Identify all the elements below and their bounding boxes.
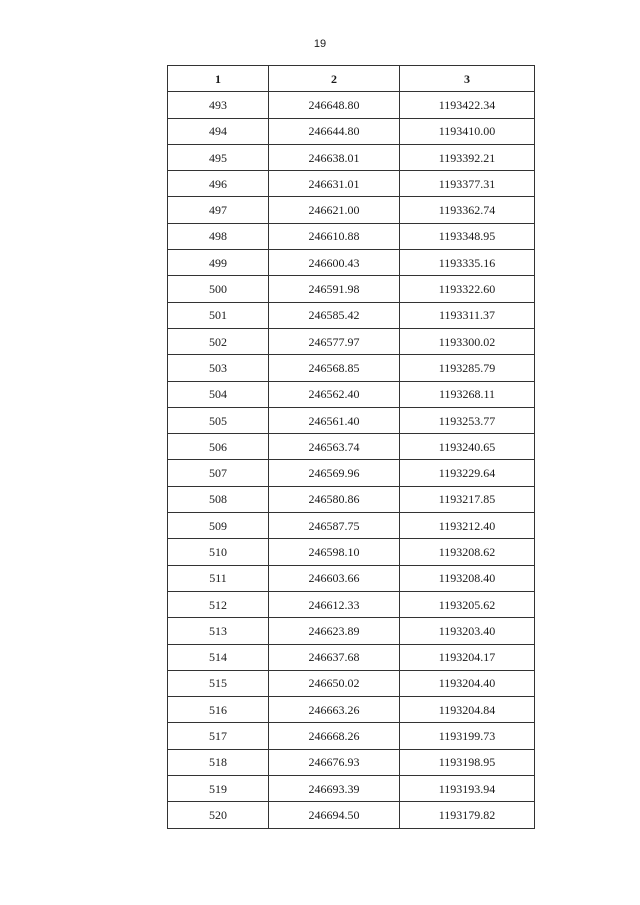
table-row — [168, 381, 535, 407]
table-row — [168, 565, 535, 591]
y-coordinate-cell: 1193199.73 — [400, 723, 535, 749]
x-coordinate-cell: 246610.88 — [269, 223, 400, 249]
y-coordinate-cell: 1193240.65 — [400, 434, 535, 460]
point-number-cell: 505 — [168, 407, 269, 433]
table-row — [168, 171, 535, 197]
point-number-cell: 496 — [168, 171, 269, 197]
x-coordinate-cell: 246563.74 — [269, 434, 400, 460]
y-coordinate-cell: 1193198.95 — [400, 749, 535, 775]
y-coordinate-cell: 1193204.17 — [400, 644, 535, 670]
y-coordinate-cell: 1193208.40 — [400, 565, 535, 591]
y-coordinate-cell: 1193377.31 — [400, 171, 535, 197]
y-coordinate-cell: 1193348.95 — [400, 223, 535, 249]
y-coordinate-cell: 1193268.11 — [400, 381, 535, 407]
y-coordinate-cell: 1193253.77 — [400, 407, 535, 433]
point-number-cell: 516 — [168, 697, 269, 723]
point-number-cell: 509 — [168, 513, 269, 539]
table-row — [168, 723, 535, 749]
table-row — [168, 197, 535, 223]
x-coordinate-cell: 246648.80 — [269, 92, 400, 118]
x-coordinate-cell: 246638.01 — [269, 144, 400, 170]
table-row — [168, 302, 535, 328]
page-number: 19 — [313, 38, 327, 50]
point-number-cell: 499 — [168, 250, 269, 276]
x-coordinate-cell: 246693.39 — [269, 776, 400, 802]
table-row — [168, 460, 535, 486]
table-row — [168, 328, 535, 354]
x-coordinate-cell: 246694.50 — [269, 802, 400, 828]
x-coordinate-cell: 246637.68 — [269, 644, 400, 670]
x-coordinate-cell: 246603.66 — [269, 565, 400, 591]
coordinates-table — [167, 65, 535, 829]
y-coordinate-cell: 1193410.00 — [400, 118, 535, 144]
table-row — [168, 618, 535, 644]
point-number-cell: 497 — [168, 197, 269, 223]
x-coordinate-cell: 246676.93 — [269, 749, 400, 775]
y-coordinate-cell: 1193322.60 — [400, 276, 535, 302]
y-coordinate-cell: 1193205.62 — [400, 591, 535, 617]
x-coordinate-cell: 246561.40 — [269, 407, 400, 433]
table-row — [168, 118, 535, 144]
y-coordinate-cell: 1193203.40 — [400, 618, 535, 644]
y-coordinate-cell: 1193335.16 — [400, 250, 535, 276]
x-coordinate-cell: 246580.86 — [269, 486, 400, 512]
point-number-cell: 519 — [168, 776, 269, 802]
table-row — [168, 802, 535, 828]
x-coordinate-cell: 246621.00 — [269, 197, 400, 223]
table-row — [168, 250, 535, 276]
point-number-cell: 507 — [168, 460, 269, 486]
point-number-cell: 502 — [168, 328, 269, 354]
y-coordinate-cell: 1193300.02 — [400, 328, 535, 354]
point-number-cell: 518 — [168, 749, 269, 775]
point-number-cell: 493 — [168, 92, 269, 118]
x-coordinate-cell: 246598.10 — [269, 539, 400, 565]
x-coordinate-cell: 246631.01 — [269, 171, 400, 197]
table-row — [168, 407, 535, 433]
point-number-cell: 512 — [168, 591, 269, 617]
point-number-cell: 503 — [168, 355, 269, 381]
x-coordinate-cell: 246568.85 — [269, 355, 400, 381]
table-row — [168, 644, 535, 670]
column-header-2: 2 — [269, 66, 400, 92]
point-number-cell: 494 — [168, 118, 269, 144]
y-coordinate-cell: 1193392.21 — [400, 144, 535, 170]
table-row — [168, 749, 535, 775]
table-row — [168, 486, 535, 512]
y-coordinate-cell: 1193204.84 — [400, 697, 535, 723]
y-coordinate-cell: 1193285.79 — [400, 355, 535, 381]
y-coordinate-cell: 1193179.82 — [400, 802, 535, 828]
table-row — [168, 513, 535, 539]
y-coordinate-cell: 1193193.94 — [400, 776, 535, 802]
point-number-cell: 501 — [168, 302, 269, 328]
y-coordinate-cell: 1193204.40 — [400, 670, 535, 696]
x-coordinate-cell: 246591.98 — [269, 276, 400, 302]
table-row — [168, 223, 535, 249]
table-row — [168, 697, 535, 723]
x-coordinate-cell: 246663.26 — [269, 697, 400, 723]
point-number-cell: 508 — [168, 486, 269, 512]
table-row — [168, 539, 535, 565]
point-number-cell: 514 — [168, 644, 269, 670]
column-header-1: 1 — [168, 66, 269, 92]
point-number-cell: 515 — [168, 670, 269, 696]
table-row — [168, 144, 535, 170]
point-number-cell: 504 — [168, 381, 269, 407]
point-number-cell: 517 — [168, 723, 269, 749]
table-row — [168, 92, 535, 118]
column-header-3: 3 — [400, 66, 535, 92]
y-coordinate-cell: 1193217.85 — [400, 486, 535, 512]
y-coordinate-cell: 1193208.62 — [400, 539, 535, 565]
x-coordinate-cell: 246562.40 — [269, 381, 400, 407]
point-number-cell: 510 — [168, 539, 269, 565]
x-coordinate-cell: 246569.96 — [269, 460, 400, 486]
point-number-cell: 500 — [168, 276, 269, 302]
x-coordinate-cell: 246623.89 — [269, 618, 400, 644]
point-number-cell: 506 — [168, 434, 269, 460]
y-coordinate-cell: 1193311.37 — [400, 302, 535, 328]
point-number-cell: 520 — [168, 802, 269, 828]
y-coordinate-cell: 1193362.74 — [400, 197, 535, 223]
table-header-row — [168, 66, 535, 92]
table-row — [168, 776, 535, 802]
table-row — [168, 355, 535, 381]
point-number-cell: 498 — [168, 223, 269, 249]
x-coordinate-cell: 246600.43 — [269, 250, 400, 276]
point-number-cell: 495 — [168, 144, 269, 170]
y-coordinate-cell: 1193212.40 — [400, 513, 535, 539]
x-coordinate-cell: 246612.33 — [269, 591, 400, 617]
point-number-cell: 511 — [168, 565, 269, 591]
point-number-cell: 513 — [168, 618, 269, 644]
table-row — [168, 591, 535, 617]
x-coordinate-cell: 246650.02 — [269, 670, 400, 696]
y-coordinate-cell: 1193229.64 — [400, 460, 535, 486]
table-row — [168, 434, 535, 460]
x-coordinate-cell: 246644.80 — [269, 118, 400, 144]
table-row — [168, 670, 535, 696]
x-coordinate-cell: 246585.42 — [269, 302, 400, 328]
x-coordinate-cell: 246587.75 — [269, 513, 400, 539]
y-coordinate-cell: 1193422.34 — [400, 92, 535, 118]
x-coordinate-cell: 246577.97 — [269, 328, 400, 354]
x-coordinate-cell: 246668.26 — [269, 723, 400, 749]
table-row — [168, 276, 535, 302]
